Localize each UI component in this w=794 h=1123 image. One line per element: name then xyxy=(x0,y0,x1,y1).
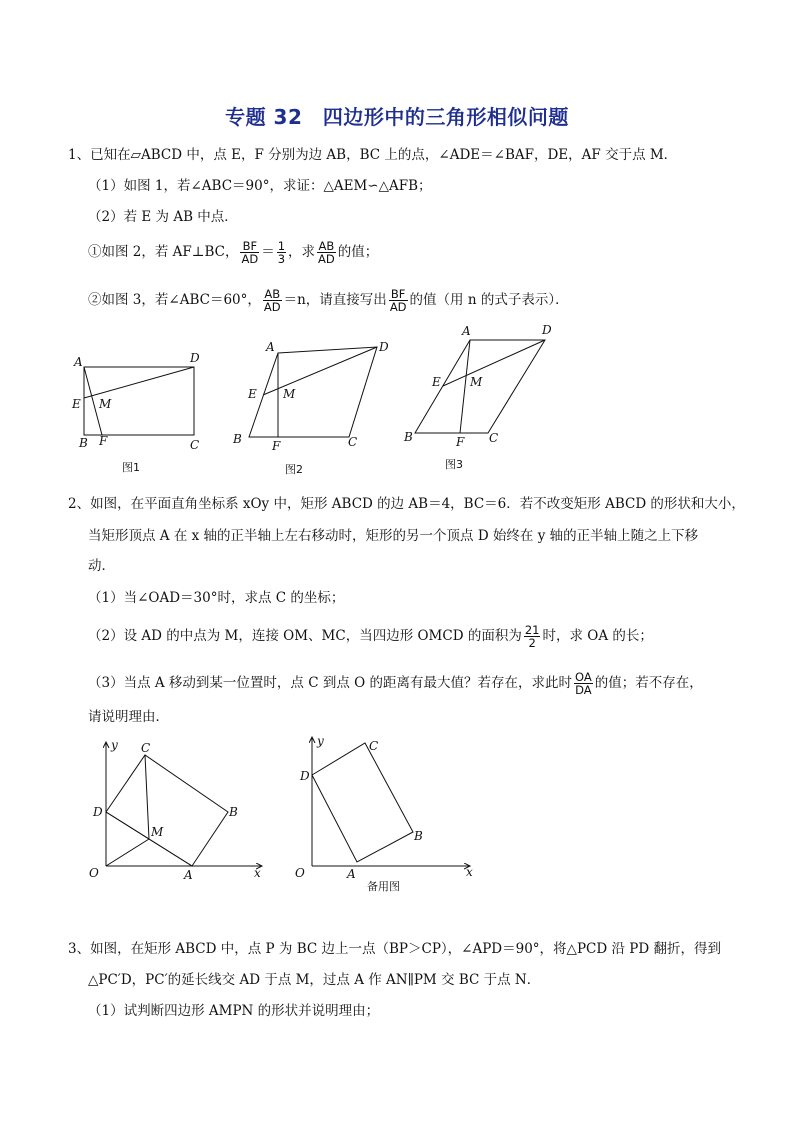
q2-part2: （2）设 AD 的中点为 M，连接 OM、MC，当四边形 OMCD 的面积为 $\frac{21}{2}$ 时，求 OA 的长； xyxy=(88,623,653,650)
q1-part1: （1）如图 1，若∠ABC＝90°，求证：△AEM∽△AFB； xyxy=(88,178,432,194)
q3-line1: 3、如图，在矩形 ABCD 中，点 P 为 BC 边上一点（BP＞CP），∠APD＝90°，将△PCD 沿 PD 翻折，得到 xyxy=(68,941,721,957)
figA-label-d: D xyxy=(93,805,103,819)
figA-label-x: x xyxy=(254,866,261,880)
figB-label-y: y xyxy=(317,734,324,748)
figB-label-d: D xyxy=(300,769,310,783)
fig1-label-a: A xyxy=(74,355,83,369)
fig3-label-c: C xyxy=(489,431,499,445)
fig1-caption: 图1 xyxy=(122,461,140,474)
frac-bf-ad-2: $\frac{BF}{AD}$ xyxy=(389,287,407,314)
q2-part1: （1）当∠OAD＝30°时，求点 C 的坐标； xyxy=(88,590,345,606)
fig2-label-c: C xyxy=(348,435,358,449)
frac-21-2: $\frac{21}{2}$ xyxy=(524,623,540,650)
frac-bf-ad: $\frac{BF}{AD}$ xyxy=(241,239,259,266)
fig1-label-d: D xyxy=(190,351,200,365)
q1-intro: 1、已知在▱ABCD 中，点 E，F 分别为边 AB，BC 上的点，∠ADE＝∠BAF，DE，AF 交于点 M． xyxy=(68,147,678,163)
fig2-caption: 图2 xyxy=(285,463,303,476)
q1-part2b: ②如图 3，若∠ABC＝60°， $\frac{AB}{AD}$ ＝n，请直接写出 $\frac{BF}{AD}$ 的值（用 n 的式子表示）． xyxy=(88,287,569,314)
figA-label-b: B xyxy=(229,805,238,819)
figB-label-a: A xyxy=(347,867,356,881)
fig1-label-c: C xyxy=(190,438,200,452)
figB-caption: 备用图 xyxy=(367,880,400,893)
figB-label-c: C xyxy=(369,739,379,753)
fig3-label-m: M xyxy=(470,375,483,389)
figA-label-a: A xyxy=(184,868,193,882)
q1-part2: （2）若 E 为 AB 中点． xyxy=(88,209,238,225)
frac-ab-ad-2: $\frac{AB}{AD}$ xyxy=(263,287,281,314)
figA-label-c: C xyxy=(141,741,151,755)
fig2-label-b: B xyxy=(233,432,242,446)
q1-part2a-pre: ①如图 2，若 AF⊥BC， xyxy=(88,244,239,260)
q3-line2: △PC′D，PC′的延长线交 AD 于点 M，过点 A 作 AN∥PM 交 BC 于点 N． xyxy=(88,972,541,988)
figB-label-b: B xyxy=(414,829,423,843)
figA-label-y: y xyxy=(111,738,118,752)
fig3-caption: 图3 xyxy=(445,458,463,471)
figB-label-x: x xyxy=(466,865,473,879)
fig3-label-f: F xyxy=(456,435,465,449)
figure-q2-main xyxy=(106,742,262,866)
page-title: 专题 32 四边形中的三角形相似问题 xyxy=(225,105,569,129)
fig2-label-d: D xyxy=(379,340,389,354)
fig3-label-d: D xyxy=(542,323,552,337)
figB-label-o: O xyxy=(295,866,305,880)
fig2-label-f: F xyxy=(272,439,281,453)
q3-part1: （1）试判断四边形 AMPN 的形状并说明理由； xyxy=(88,1003,380,1019)
q2-line1: 2、如图，在平面直角坐标系 xOy 中，矩形 ABCD 的边 AB＝4，BC＝6．若不改变矩形 ABCD 的形状和大小， xyxy=(68,496,745,512)
frac-oa-da: $\frac{OA}{DA}$ xyxy=(574,670,592,697)
q2-line3: 动． xyxy=(88,558,115,574)
fig1-label-b: B xyxy=(79,436,88,450)
q1-part2a: ①如图 2，若 AF⊥BC， $\frac{BF}{AD}$ ＝ $\frac{1}{3}$ ，求 $\frac{AB}{AD}$ 的值； xyxy=(88,239,379,266)
fig3-label-b: B xyxy=(404,430,413,444)
fig2-label-e: E xyxy=(248,387,257,401)
fig2-label-m: M xyxy=(283,387,296,401)
figA-label-m: M xyxy=(151,825,164,839)
q1-part2b-pre: ②如图 3，若∠ABC＝60°， xyxy=(88,292,261,308)
fig3-label-e: E xyxy=(432,375,441,389)
q2-line2: 当矩形顶点 A 在 x 轴的正半轴上左右移动时，矩形的另一个顶点 D 始终在 y 轴的正半轴上随之上下移 xyxy=(88,528,699,544)
q2-part3-line2: 请说明理由． xyxy=(88,709,169,725)
figure-q2-spare xyxy=(312,737,470,866)
fig1-label-f: F xyxy=(99,434,108,448)
fig1-label-m: M xyxy=(99,397,112,411)
fig3-label-a: A xyxy=(462,324,471,338)
frac-ab-ad: $\frac{AB}{AD}$ xyxy=(318,239,335,266)
figA-label-o: O xyxy=(89,866,99,880)
fig1-label-e: E xyxy=(72,397,81,411)
frac-one-third: $\frac{1}{3}$ xyxy=(277,239,286,266)
fig2-label-a: A xyxy=(266,340,275,354)
q2-part3: （3）当点 A 移动到某一位置时，点 C 到点 O 的距离有最大值？若存在，求此时 $\frac{OA}{DA}$ 的值；若不存在， xyxy=(88,670,703,697)
